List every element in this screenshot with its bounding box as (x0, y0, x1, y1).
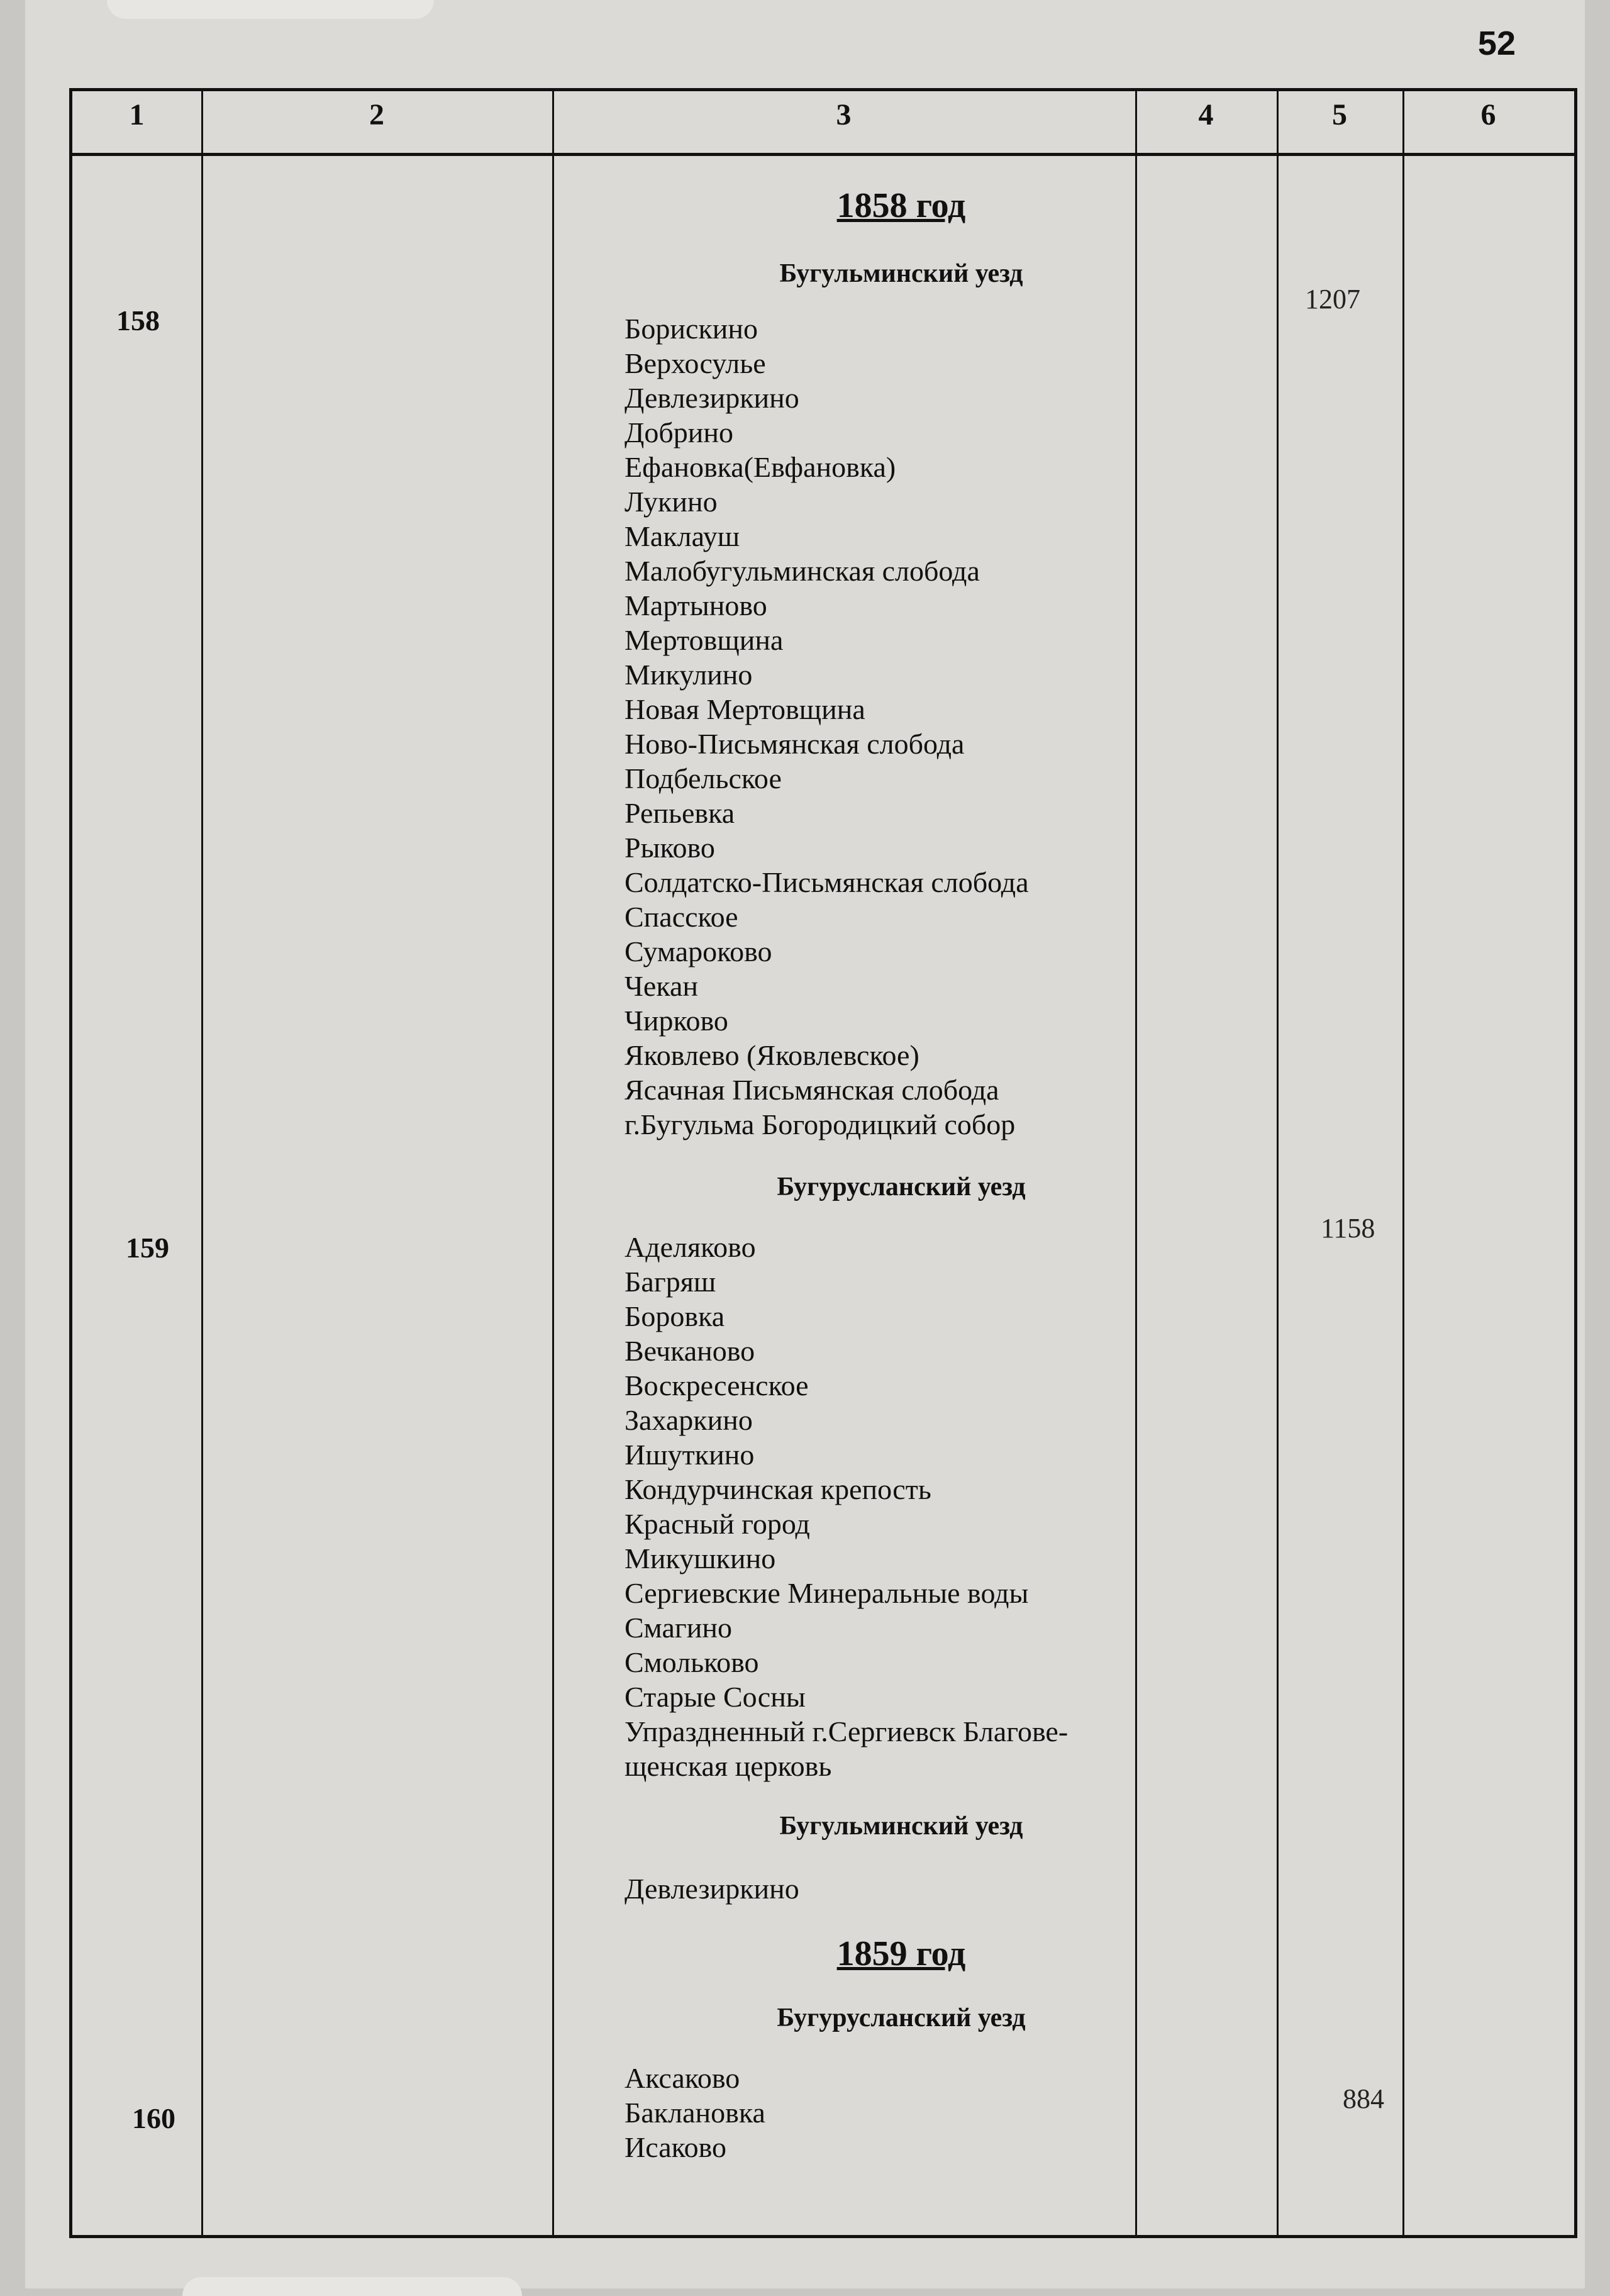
settlement-list (625, 1871, 1178, 1906)
list-item: Боровка (625, 1300, 725, 1332)
settlement-list (625, 311, 1178, 1142)
list-item: Микушкино (625, 1542, 776, 1574)
entries-column (625, 186, 1178, 2165)
list-item: щенская церковь (625, 1750, 832, 1782)
list-item: Мертовщина (625, 624, 784, 656)
district-heading: Бугурусланский уезд (777, 1173, 1026, 1201)
column-header-4: 4 (1198, 98, 1214, 131)
list-item: Лукино (625, 486, 718, 518)
binder-tab-top (107, 0, 434, 19)
list-item: Новая Мертовщина (625, 693, 865, 725)
list-item: Маклауш (625, 520, 740, 552)
list-item: Ишуткино (625, 1439, 755, 1471)
list-item: Девлезиркино (625, 1873, 799, 1905)
settlement-list (625, 2061, 1178, 2165)
list-item: Ново-Письмянская слобода (625, 728, 965, 760)
list-item: Смольково (625, 1646, 759, 1678)
list-item: Исаково (625, 2131, 727, 2163)
list-item: Багряш (625, 1266, 716, 1298)
settlement-list (625, 1230, 1178, 1783)
register-table (69, 88, 1577, 2238)
list-item: Репьевка (625, 797, 735, 829)
row-count: 884 (1343, 2083, 1384, 2114)
page-number: 52 (1477, 25, 1516, 62)
list-item: Малобугульминская слобода (625, 555, 980, 587)
list-item: Рыково (625, 832, 715, 864)
binder-tab-bottom (182, 2277, 522, 2296)
district-heading: Бугульминский уезд (779, 1812, 1023, 1841)
district-heading: Бугурусланский уезд (777, 2003, 1026, 2032)
row-number: 160 (132, 2102, 175, 2134)
list-item: г.Бугульма Богородицкий собор (625, 1108, 1016, 1140)
row-count: 1158 (1321, 1213, 1375, 1244)
list-item: Чекан (625, 970, 698, 1002)
list-item: Ефановка(Евфановка) (625, 451, 896, 483)
list-item: Кондурчинская крепость (625, 1473, 931, 1505)
list-item: Сергиевские Минеральные воды (625, 1577, 1029, 1609)
row-number: 159 (126, 1232, 169, 1264)
column-divider (1277, 91, 1279, 2235)
list-item: Сумароково (625, 935, 772, 967)
column-divider (1402, 91, 1404, 2235)
year-heading: 1859 год (836, 1934, 966, 1973)
list-item: Старые Сосны (625, 1681, 806, 1713)
column-header-1: 1 (129, 98, 145, 131)
column-header-3: 3 (836, 98, 852, 131)
list-item: Воскресенское (625, 1369, 809, 1402)
header-rule (72, 153, 1574, 156)
list-item: Борискино (625, 313, 758, 345)
list-item: Вечканово (625, 1335, 755, 1367)
list-item: Чирково (625, 1005, 728, 1037)
list-item: Верхосулье (625, 347, 766, 379)
list-item: Добрино (625, 416, 734, 449)
column-divider (201, 91, 203, 2235)
list-item: Микулино (625, 659, 753, 691)
document-page (25, 0, 1585, 2288)
list-item: Захаркино (625, 1404, 753, 1436)
column-header-6: 6 (1480, 98, 1496, 131)
list-item: Баклановка (625, 2097, 765, 2129)
list-item: Подбельское (625, 762, 782, 794)
list-item: Смагино (625, 1612, 732, 1644)
column-divider (552, 91, 554, 2235)
row-number: 158 (116, 304, 160, 337)
list-item: Девлезиркино (625, 382, 799, 414)
list-item: Ясачная Письмянская слобода (625, 1074, 999, 1106)
column-header-2: 2 (369, 98, 384, 131)
list-item: Мартыново (625, 589, 767, 621)
list-item: Солдатско-Письмянская слобода (625, 866, 1029, 898)
list-item: Аксаково (625, 2062, 740, 2094)
list-item: Упраздненный г.Сергиевск Благове- (625, 1715, 1069, 1747)
district-heading: Бугульминский уезд (779, 259, 1023, 288)
list-item: Аделяково (625, 1231, 756, 1263)
row-count: 1207 (1305, 284, 1360, 315)
column-header-5: 5 (1332, 98, 1347, 131)
list-item: Красный город (625, 1508, 810, 1540)
year-heading: 1858 год (836, 186, 966, 225)
list-item: Яковлево (Яковлевское) (625, 1039, 919, 1071)
list-item: Спасское (625, 901, 738, 933)
